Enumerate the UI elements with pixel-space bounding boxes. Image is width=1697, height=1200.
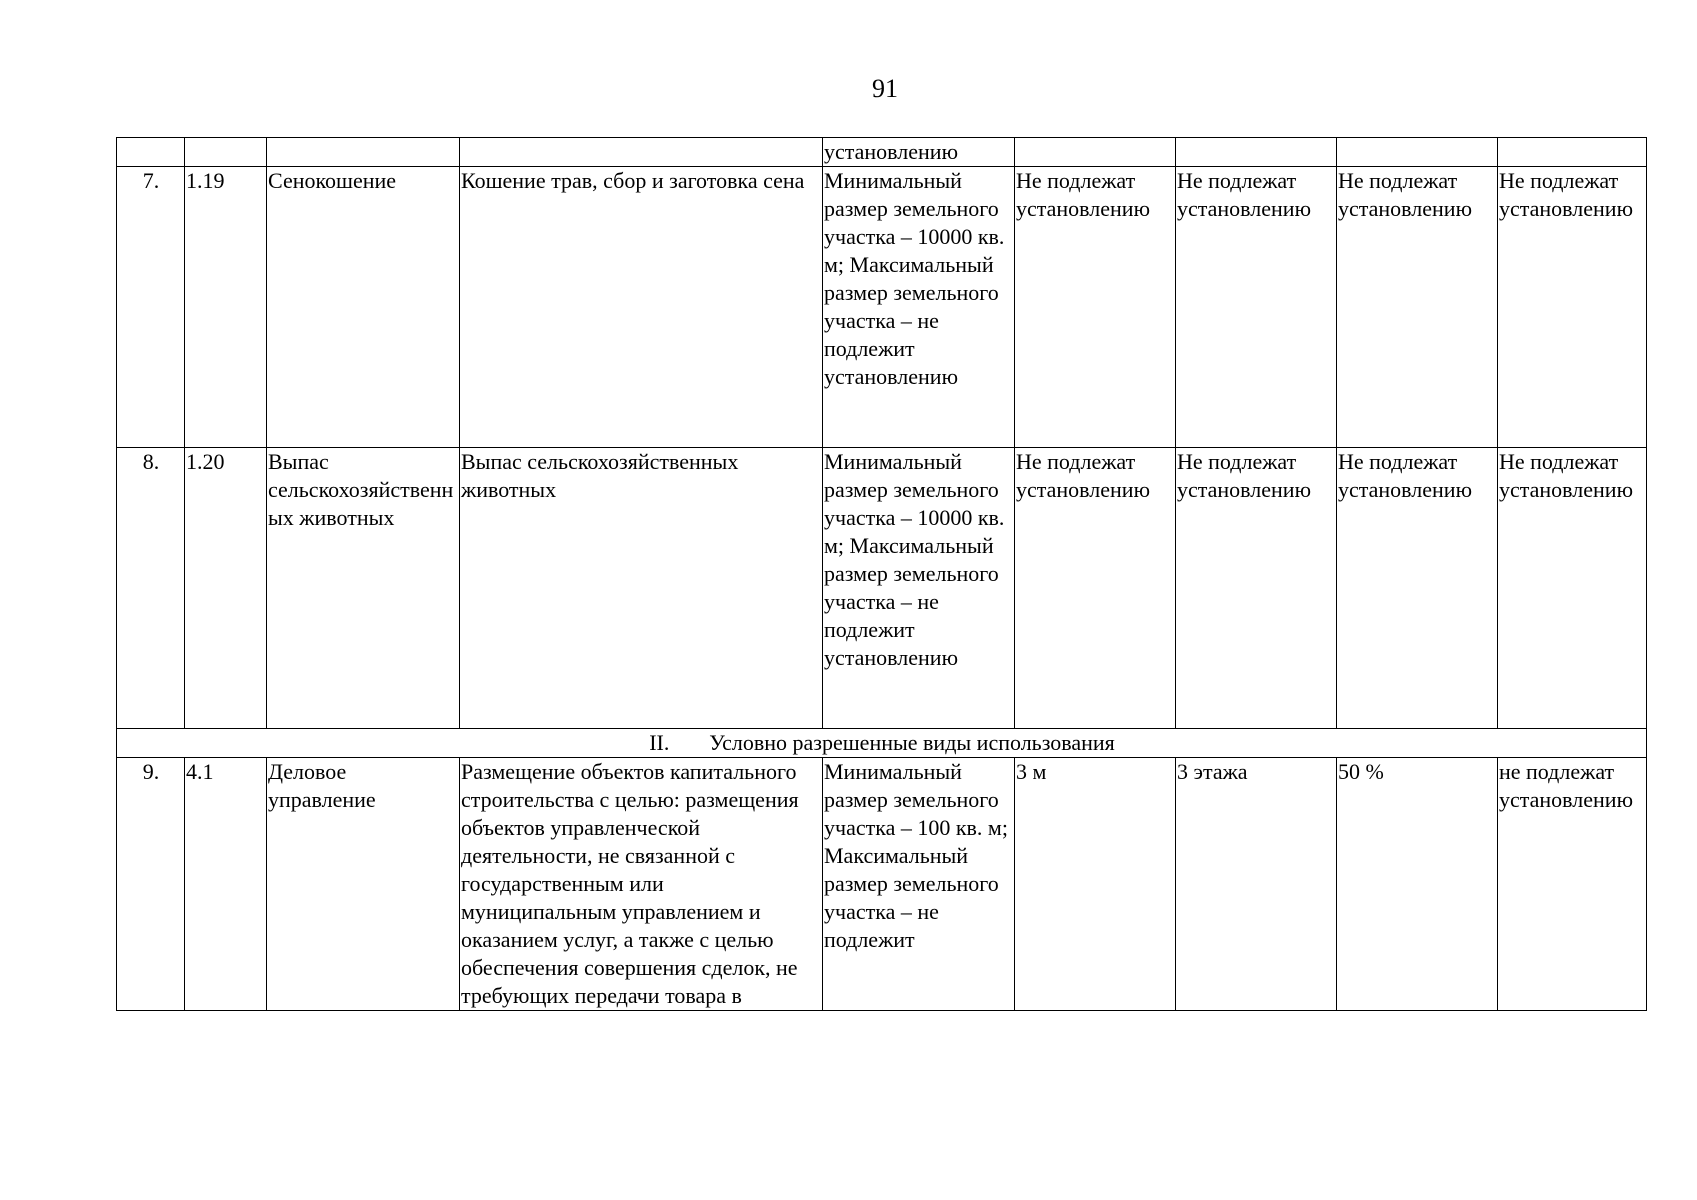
table-row [117,758,1647,1011]
table-cell: установлению [823,138,1015,167]
table-row-continuation [117,138,1647,167]
use-code: 4.1 [185,758,267,1011]
use-name: Сенокошение [267,167,460,448]
table-cell [460,138,823,167]
floors: Не подлежат установлению [1176,167,1337,448]
setback: Не подлежат установлению [1015,448,1176,729]
table-cell [267,138,460,167]
row-number: 7. [117,167,185,448]
other-params: Не подлежат установлению [1498,167,1647,448]
table-cell [1015,138,1176,167]
plot-size: Минимальный размер земельного участка – 10000 кв. м; Максимальный размер земельного участка – не подлежит установлению [823,448,1015,729]
use-description: Размещение объектов капитального строительства с целью: размещения объектов управленческой деятельности, не связанной с государственным или муниципальным управлением и оказанием услуг, а также с целью обеспечения совершения сделок, не требующих передачи товара в [460,758,823,1011]
coverage: Не подлежат установлению [1337,167,1498,448]
coverage: Не подлежат установлению [1337,448,1498,729]
table-row [117,167,1647,448]
other-params: Не подлежат установлению [1498,448,1647,729]
plot-size: Минимальный размер земельного участка – 100 кв. м; Максимальный размер земельного участка – не подлежит [823,758,1015,1011]
table-row [117,448,1647,729]
row-number: 9. [117,758,185,1011]
table-cell [1337,138,1498,167]
use-code: 1.20 [185,448,267,729]
table-cell [117,138,185,167]
table-cell [185,138,267,167]
coverage: 50 % [1337,758,1498,1011]
section-number: II. [649,730,670,755]
section-title: Условно разрешенные виды использования [709,730,1115,755]
table-cell [1498,138,1647,167]
plot-size: Минимальный размер земельного участка – 10000 кв. м; Максимальный размер земельного участка – не подлежит установлению [823,167,1015,448]
use-name: Выпас сельскохозяйственных животных [267,448,460,729]
section-header-row [117,729,1647,758]
use-name: Деловое управление [267,758,460,1011]
floors: Не подлежат установлению [1176,448,1337,729]
setback: 3 м [1015,758,1176,1011]
table-cell [1176,138,1337,167]
use-description: Кошение трав, сбор и заготовка сена [460,167,823,448]
section-header [117,729,1647,758]
setback: Не подлежат установлению [1015,167,1176,448]
floors: 3 этажа [1176,758,1337,1011]
row-number: 8. [117,448,185,729]
use-code: 1.19 [185,167,267,448]
other-params: не подлежат установлению [1498,758,1647,1011]
page-number: 91 [872,74,898,103]
land-use-table [116,137,1647,1011]
use-description: Выпас сельскохозяйственных животных [460,448,823,729]
